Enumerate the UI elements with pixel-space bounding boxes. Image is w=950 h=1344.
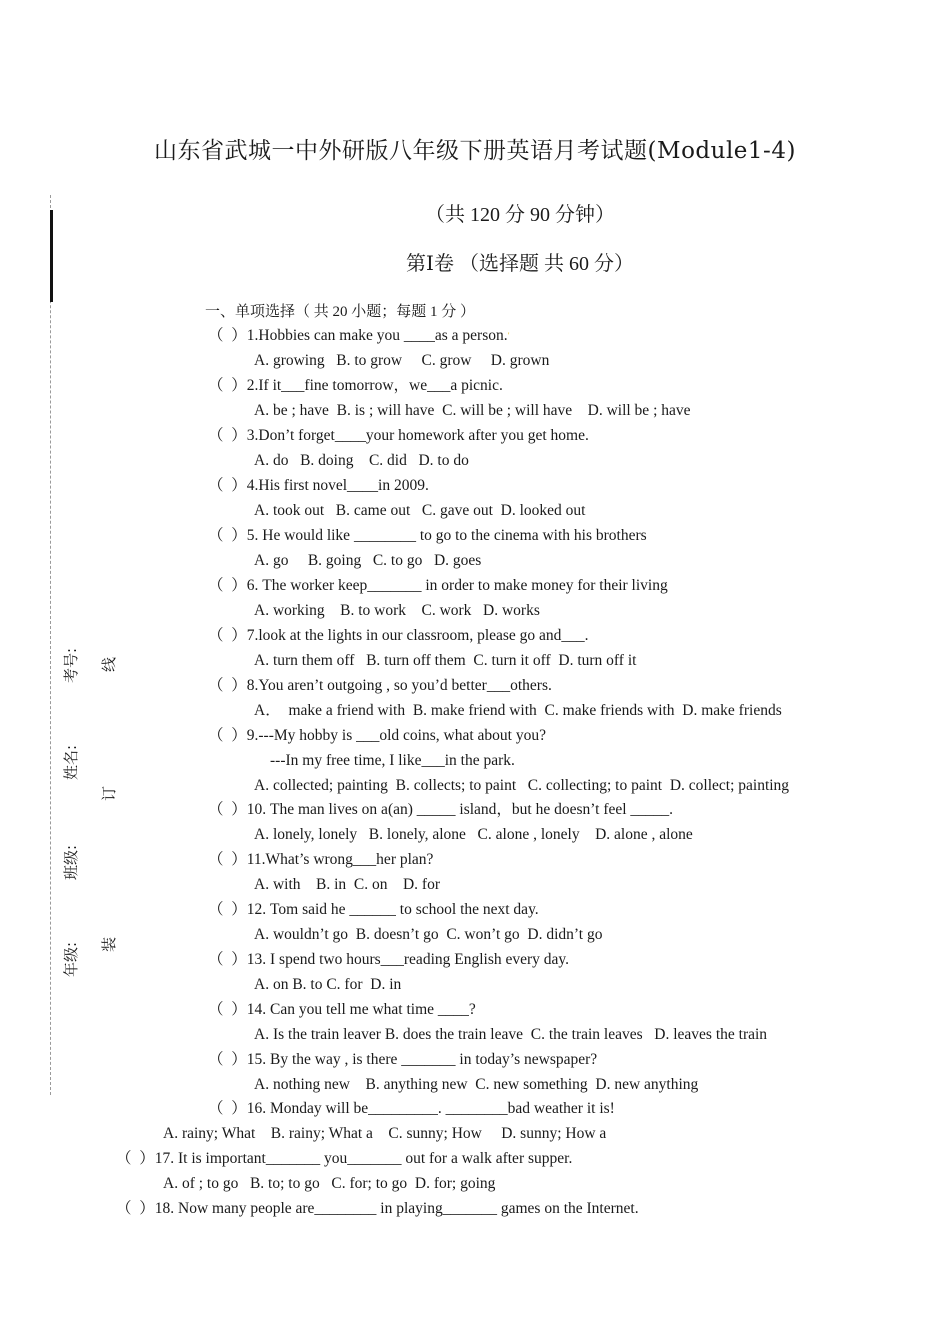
question-line: （ ）3.Don’t forget____your homework after you get home. <box>208 427 589 444</box>
question-line: （ ）10. The man lives on a(an) _____ island，but he doesn’t feel _____. <box>208 801 674 818</box>
option-line: A. growing B. to grow C. grow D. grown <box>254 352 550 369</box>
class-label: 班级: <box>62 844 80 880</box>
question-line-continued: ---In my free time, I like___in the park. <box>270 752 515 769</box>
question-line: （ ）4.His first novel____in 2009. <box>208 477 429 494</box>
stray-mark: ' <box>508 331 510 340</box>
option-line: A. nothing new B. anything new C. new something D. new anything <box>254 1076 699 1093</box>
question-line: （ ）16. Monday will be_________. ________bad weather it is! <box>208 1100 615 1117</box>
option-line: A. on B. to C. for D. in <box>254 976 402 993</box>
zhuang-mark: 装 <box>100 936 118 952</box>
binding-line <box>50 195 51 1095</box>
exam-subtitle: （共 120 分 90 分钟） <box>425 204 615 226</box>
option-line: A. collected; painting B. collects; to paint C. collecting; to paint D. collect; painting <box>254 777 790 794</box>
option-line: A． make a friend with B. make friend with C. make friends with D. make friends <box>254 702 782 719</box>
grade-label: 年级: <box>62 941 80 977</box>
question-line: （ ）6. The worker keep_______ in order to make money for their living <box>208 577 668 594</box>
volume-heading: 第Ⅰ卷 （选择题 共 60 分） <box>406 253 634 275</box>
section-heading: 一、单项选择（ 共 20 小题；每题 1 分 ） <box>205 304 476 320</box>
xian-mark: 线 <box>100 656 118 672</box>
option-line: A. of ; to go B. to; to go C. for; to go D. for; going <box>163 1175 496 1192</box>
question-line: （ ）1.Hobbies can make you ____as a person. <box>208 327 508 344</box>
option-line: A. Is the train leaver B. does the train leave C. the train leaves D. leaves the train <box>254 1026 768 1043</box>
option-line: A. do B. doing C. did D. to do <box>254 452 469 469</box>
question-line: （ ）8.You aren’t outgoing , so you’d better___others. <box>208 677 552 694</box>
question-line: （ ）15. By the way , is there _______ in today’s newspaper? <box>208 1051 598 1068</box>
name-label: 姓名: <box>62 744 80 780</box>
option-line: A. took out B. came out C. gave out D. looked out <box>254 502 586 519</box>
question-line: （ ）14. Can you tell me what time ____? <box>208 1001 476 1018</box>
question-line: （ ）7.look at the lights in our classroom, please go and___. <box>208 627 589 644</box>
question-line: （ ）2.If it___fine tomorrow，we___a picnic. <box>208 377 503 394</box>
exam-number-label: 考号: <box>62 647 80 683</box>
option-line: A. be ; have B. is ; will have C. will be ; will have D. will be ; have <box>254 402 691 419</box>
exam-title: 山东省武城一中外研版八年级下册英语月考试题(Module1-4) <box>154 138 796 164</box>
option-line: A. with B. in C. on D. for <box>254 876 440 893</box>
option-line: A. wouldn’t go B. doesn’t go C. won’t go D. didn’t go <box>254 926 603 943</box>
question-line: （ ）13. I spend two hours___reading English every day. <box>208 951 570 968</box>
option-line: A. go B. going C. to go D. goes <box>254 552 482 569</box>
question-line: （ ）11.What’s wrong___her plan? <box>208 851 434 868</box>
question-line: （ ）17. It is important_______ you_______ out for a walk after supper. <box>116 1150 573 1167</box>
ding-mark: 订 <box>100 785 118 801</box>
option-line: A. rainy; What B. rainy; What a C. sunny; How D. sunny; How a <box>163 1125 607 1142</box>
option-line: A. lonely, lonely B. lonely, alone C. alone , lonely D. alone , alone <box>254 826 693 843</box>
question-line: （ ）9.---My hobby is ___old coins, what about you? <box>208 727 546 744</box>
question-line: （ ）18. Now many people are________ in playing_______ games on the Internet. <box>116 1200 639 1217</box>
question-line: （ ）5. He would like ________ to go to the cinema with his brothers <box>208 527 647 544</box>
option-line: A. turn them off B. turn off them C. turn it off D. turn off it <box>254 652 637 669</box>
option-line: A. working B. to work C. work D. works <box>254 602 540 619</box>
binding-bar <box>50 210 53 302</box>
question-line: （ ）12. Tom said he ______ to school the next day. <box>208 901 539 918</box>
